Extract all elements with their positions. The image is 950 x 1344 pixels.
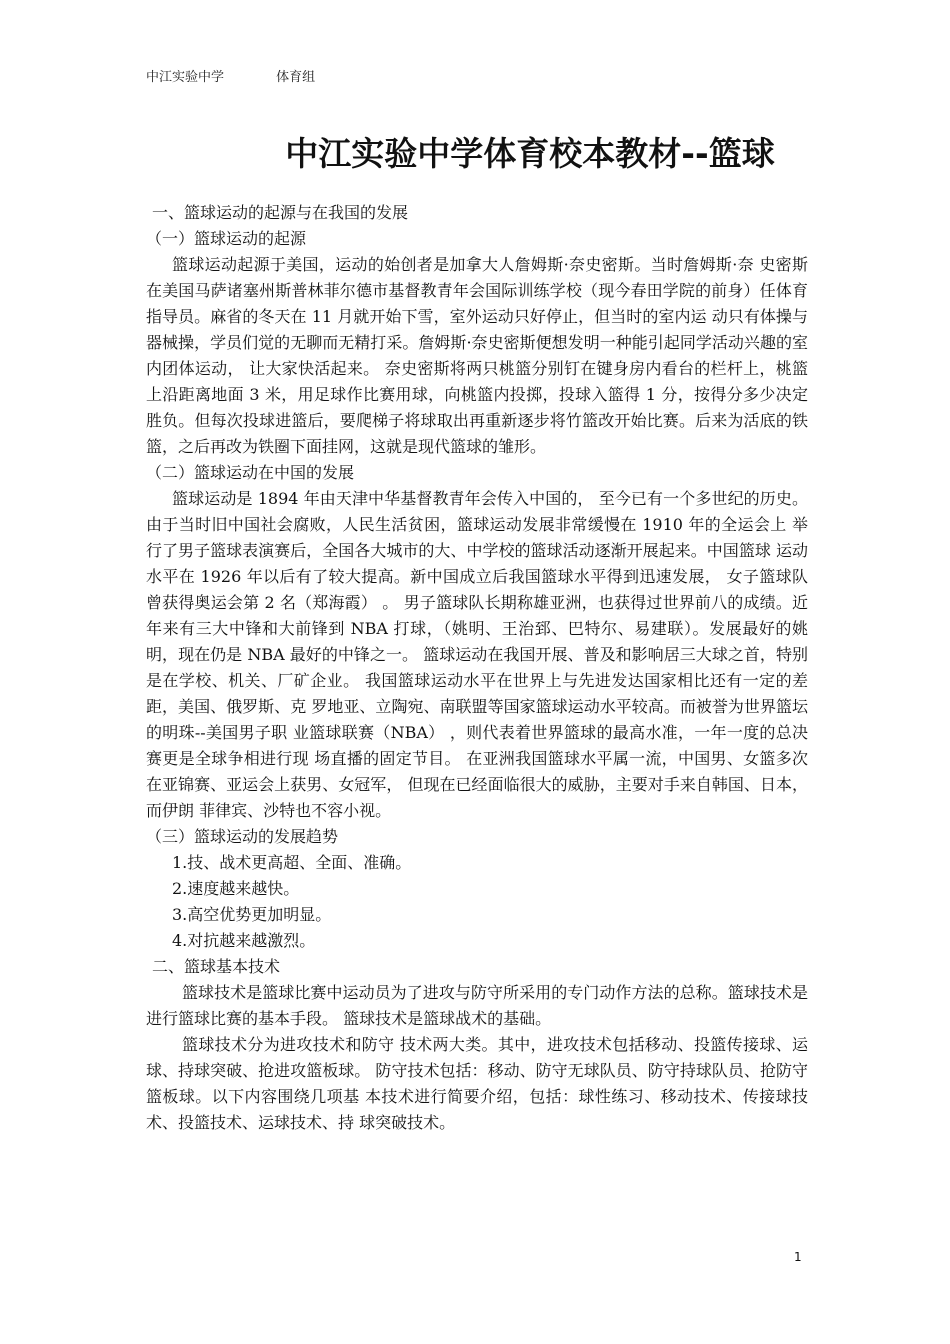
section-heading-origin-development: 一、篮球运动的起源与在我国的发展 [152,203,409,222]
header-department: 体育组 [276,70,316,85]
page-header [146,66,315,85]
paragraph-skills-definition: 篮球技术是篮球比赛中运动员为了进攻与防守所采用的专门动作方法的总称。篮球技术是进行篮球比赛的基本手段。 篮球技术是篮球战术的基础。 [146,983,808,1028]
paragraph-origin: 篮球运动起源于美国，运动的始创者是加拿大人詹姆斯·奈史密斯。当时詹姆斯·奈 史密斯在美国马萨诸塞州斯普林菲尔德市基督教青年会国际训练学校（现今春田学院的前身）任体育指导员。麻省的冬天在 11 月就开始下雪，室外运动只好停止，但当时的室内运 动只有体操与器械操，学员们觉的无聊而无精打采。詹姆斯·奈史密斯便想发明一种能引起同学活动兴趣的室内团体运动， 让大家快活起来。 奈史密斯将两只桃篮分别钉在键身房内看台的栏杆上，桃篮上沿距离地面 3 米，用足球作比赛用球，向桃篮内投掷，投球入篮得 1 分，按得分多少决定胜负。但每次投球进篮后，要爬梯子将球取出再重新逐步将竹篮改开始比赛。后来为活底的铁篮，之后再改为铁圈下面挂网，这就是现代篮球的雏形。 [146,255,808,456]
list-item: 4.对抗越来越激烈。 [172,931,316,950]
document-body [146,200,808,1136]
page-number: 1 [794,1250,802,1264]
paragraph-china: 篮球运动是 1894 年由天津中华基督教青年会传入中国的， 至今已有一个多世纪的历史。 由于当时旧中国社会腐败，人民生活贫困，篮球运动发展非常缓慢在 1910 年的全运会上 举行了男子篮球表演赛后，全国各大城市的大、中学校的篮球活动逐渐开展起来。中国篮球 运动水平在 1926 年以后有了较大提高。新中国成立后我国篮球水平得到迅速发展， 女子篮球队曾获得奥运会第 2 名（郑海霞） 。 男子篮球队长期称雄亚洲，也获得过世界前八的成绩。近年来有三大中锋和大前锋到 NBA 打球，（姚明、王治郅、巴特尔、易建联）。发展最好的姚明，现在仍是 NBA 最好的中锋之一。 篮球运动在我国开展、普及和影响居三大球之首，特别是在学校、机关、厂矿企业。 我国篮球运动水平在世界上与先进发达国家相比还有一定的差距，美国、俄罗斯、克 罗地亚、立陶宛、南联盟等国家篮球运动水平较高。而被誉为世界篮坛的明珠--美国男子职 业篮球联赛（NBA） ，则代表着世界篮球的最高水准，一年一度的总决赛更是全球争相进行现 场直播的固定节目。 在亚洲我国篮球水平属一流，中国男、女篮多次在亚锦赛、亚运会上获男、女冠军， 但现在已经面临很大的威胁，主要对手来自韩国、日本，而伊朗 菲律宾、沙特也不容小视。 [146,489,808,820]
list-item: 1.技、战术更高超、全面、准确。 [172,853,412,872]
list-item: 3.高空优势更加明显。 [172,905,332,924]
paragraph-skills-categories: 篮球技术分为进攻技术和防守 技术两大类。其中，进攻技术包括移动、投篮传接球、运球、持球突破、抢进攻篮板球。 防守技术包括：移动、防守无球队员、防守持球队员、抢防守篮板球。以下内容围绕几项基 本技术进行简要介绍，包括：球性练习、移动技术、传接球技术、投篮技术、运球技术、持 球突破技术。 [146,1035,808,1132]
list-item: 2.速度越来越快。 [172,879,300,898]
document-title: 中江实验中学体育校本教材--篮球 [285,134,775,173]
subsection-heading-china: （二）篮球运动在中国的发展 [146,463,355,482]
subsection-heading-trends: （三）篮球运动的发展趋势 [146,827,339,846]
header-school: 中江实验中学 [146,70,225,85]
section-heading-basic-skills: 二、篮球基本技术 [152,957,281,976]
subsection-heading-origin: （一）篮球运动的起源 [146,229,307,248]
